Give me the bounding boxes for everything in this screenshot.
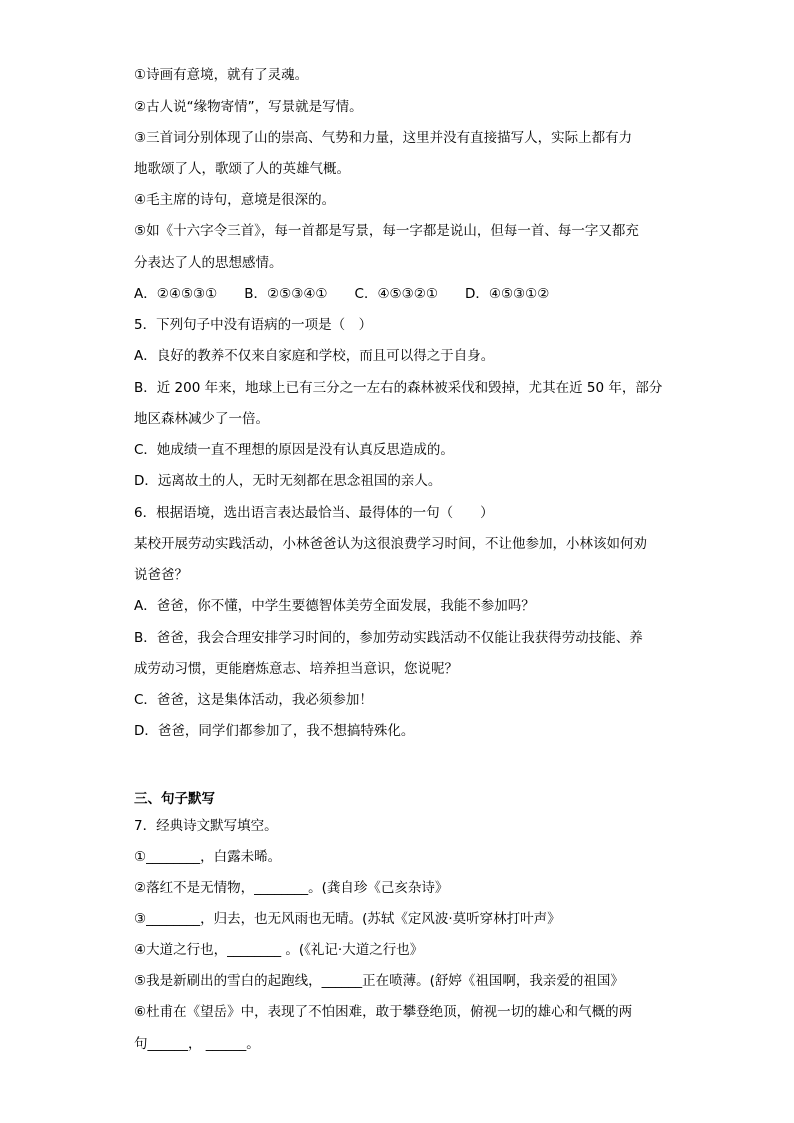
q6-option-b-line-1: B．爸爸，我会合理安排学习时间的，参加劳动实践活动不仅能让我获得劳动技能、养 bbox=[134, 630, 643, 646]
q7-item-2: ②落红不是无情物，________。(龚自珍《己亥杂诗》 bbox=[134, 880, 449, 896]
statement-1: ①诗画有意境，就有了灵魂。 bbox=[134, 67, 309, 83]
q6-option-c: C．爸爸，这是集体活动，我必须参加！ bbox=[134, 692, 373, 708]
q6-stem: 6．根据语境，选出语言表达最恰当、最得体的一句（ ） bbox=[134, 505, 494, 521]
q6-context-line-2: 说爸爸？ bbox=[134, 567, 188, 583]
statement-2: ②古人说“缘物寄情”，写景就是写情。 bbox=[134, 99, 363, 115]
q7-item-6-line-1: ⑥杜甫在《望岳》中，表现了不怕困难，敢于攀登绝顶，俯视一切的雄心和气概的两 bbox=[134, 1004, 633, 1020]
q6-option-a: A．爸爸，你不懂，中学生要德智体美劳全面发展，我能不参加吗？ bbox=[134, 598, 535, 614]
statement-4: ④毛主席的诗句，意境是很深的。 bbox=[134, 192, 336, 208]
q7-item-1: ①________，白露未晞。 bbox=[134, 849, 282, 865]
q7-item-6-line-2: 句______， ______。 bbox=[134, 1036, 260, 1052]
statement-5-line-2: 分表达了人的思想感情。 bbox=[134, 255, 283, 271]
q6-context-line-1: 某校开展劳动实践活动，小林爸爸认为这很浪费学习时间，不让他参加，小林该如何劝 bbox=[134, 536, 647, 552]
q4-options: A．②④⑤③① B．②⑤③④① C．④⑤③②① D．④⑤③①② bbox=[134, 286, 550, 302]
q5-option-b-line-2: 地区森林减少了一倍。 bbox=[134, 411, 269, 427]
q7-item-5: ⑤我是新刷出的雪白的起跑线，______正在喷薄。(舒婷《祖国啊，我亲爱的祖国》 bbox=[134, 973, 624, 989]
q5-option-a: A．良好的教养不仅来自家庭和学校，而且可以得之于自身。 bbox=[134, 348, 495, 364]
section-heading: 三、句子默写 bbox=[134, 791, 215, 807]
q6-option-b-line-2: 成劳动习惯，更能磨炼意志、培养担当意识，您说呢？ bbox=[134, 661, 458, 677]
q7-item-3: ③________，归去，也无风雨也无晴。(苏轼《定风波·莫听穿林打叶声》 bbox=[134, 911, 561, 927]
q5-option-c: C．她成绩一直不理想的原因是没有认真反思造成的。 bbox=[134, 442, 454, 458]
statement-3-line-1: ③三首词分别体现了山的崇高、气势和力量，这里并没有直接描写人，实际上都有力 bbox=[134, 130, 633, 146]
statement-5-line-1: ⑤如《十六字令三首》，每一首都是写景，每一字都是说山，但每一首、每一字又都充 bbox=[134, 223, 639, 239]
q5-option-b-line-1: B．近 200 年来，地球上已有三分之一左右的森林被采伐和毁掉，尤其在近 50 年，部分 bbox=[134, 380, 663, 396]
q7-item-4: ④大道之行也，________ 。(《礼记·大道之行也》 bbox=[134, 942, 424, 958]
statement-3-line-2: 地歌颂了人，歌颂了人的英雄气概。 bbox=[134, 161, 350, 177]
q5-option-d: D．远离故土的人，无时无刻都在思念祖国的亲人。 bbox=[134, 473, 442, 489]
q5-stem: 5．下列句子中没有语病的一项是（ ） bbox=[134, 317, 373, 333]
q7-stem: 7．经典诗文默写填空。 bbox=[134, 818, 278, 834]
q6-option-d: D．爸爸，同学们都参加了，我不想搞特殊化。 bbox=[134, 723, 415, 739]
